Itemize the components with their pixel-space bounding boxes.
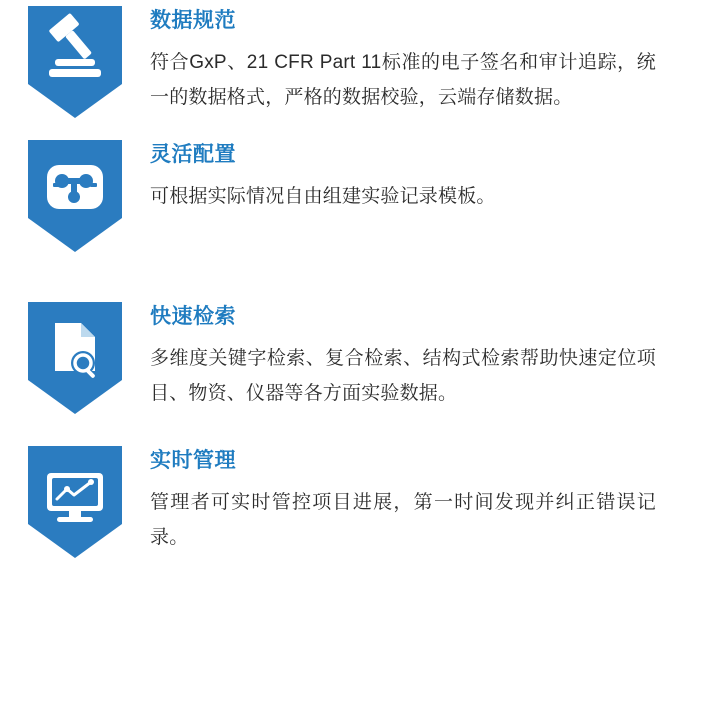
feature-text <box>150 300 704 411</box>
badge-wrap <box>0 300 150 414</box>
feature-title: 快速检索 <box>150 305 236 328</box>
badge-wrap <box>0 444 150 558</box>
circuit-board-icon <box>28 140 122 252</box>
feature-item-fast-search <box>0 252 704 414</box>
badge-wrap <box>0 4 150 118</box>
feature-description: 多维度关键字检索、复合检索、结构式检索帮助快速定位项目、物资、仪器等各方面实验数据。 <box>150 348 656 405</box>
feature-item-flexible-config <box>0 118 704 252</box>
feature-item-realtime-management <box>0 414 704 558</box>
feature-description: 符合GxP、21 CFR Part 11标准的电子签名和审计追踪，统一的数据格式，严格的数据校验，云端存储数据。 <box>150 52 656 109</box>
feature-text <box>150 138 704 214</box>
monitor-chart-icon <box>28 446 122 558</box>
feature-description: 可根据实际情况自由组建实验记录模板。 <box>150 186 496 208</box>
badge-wrap <box>0 138 150 252</box>
feature-description: 管理者可实时管控项目进展，第一时间发现并纠正错误记录。 <box>150 492 656 549</box>
document-search-icon <box>28 302 122 414</box>
feature-text <box>150 444 704 555</box>
feature-title: 实时管理 <box>150 449 236 472</box>
feature-item-data-standard <box>0 0 704 118</box>
feature-title: 灵活配置 <box>150 143 236 166</box>
gavel-icon <box>28 6 122 118</box>
feature-title: 数据规范 <box>150 9 236 32</box>
feature-text <box>150 4 704 115</box>
